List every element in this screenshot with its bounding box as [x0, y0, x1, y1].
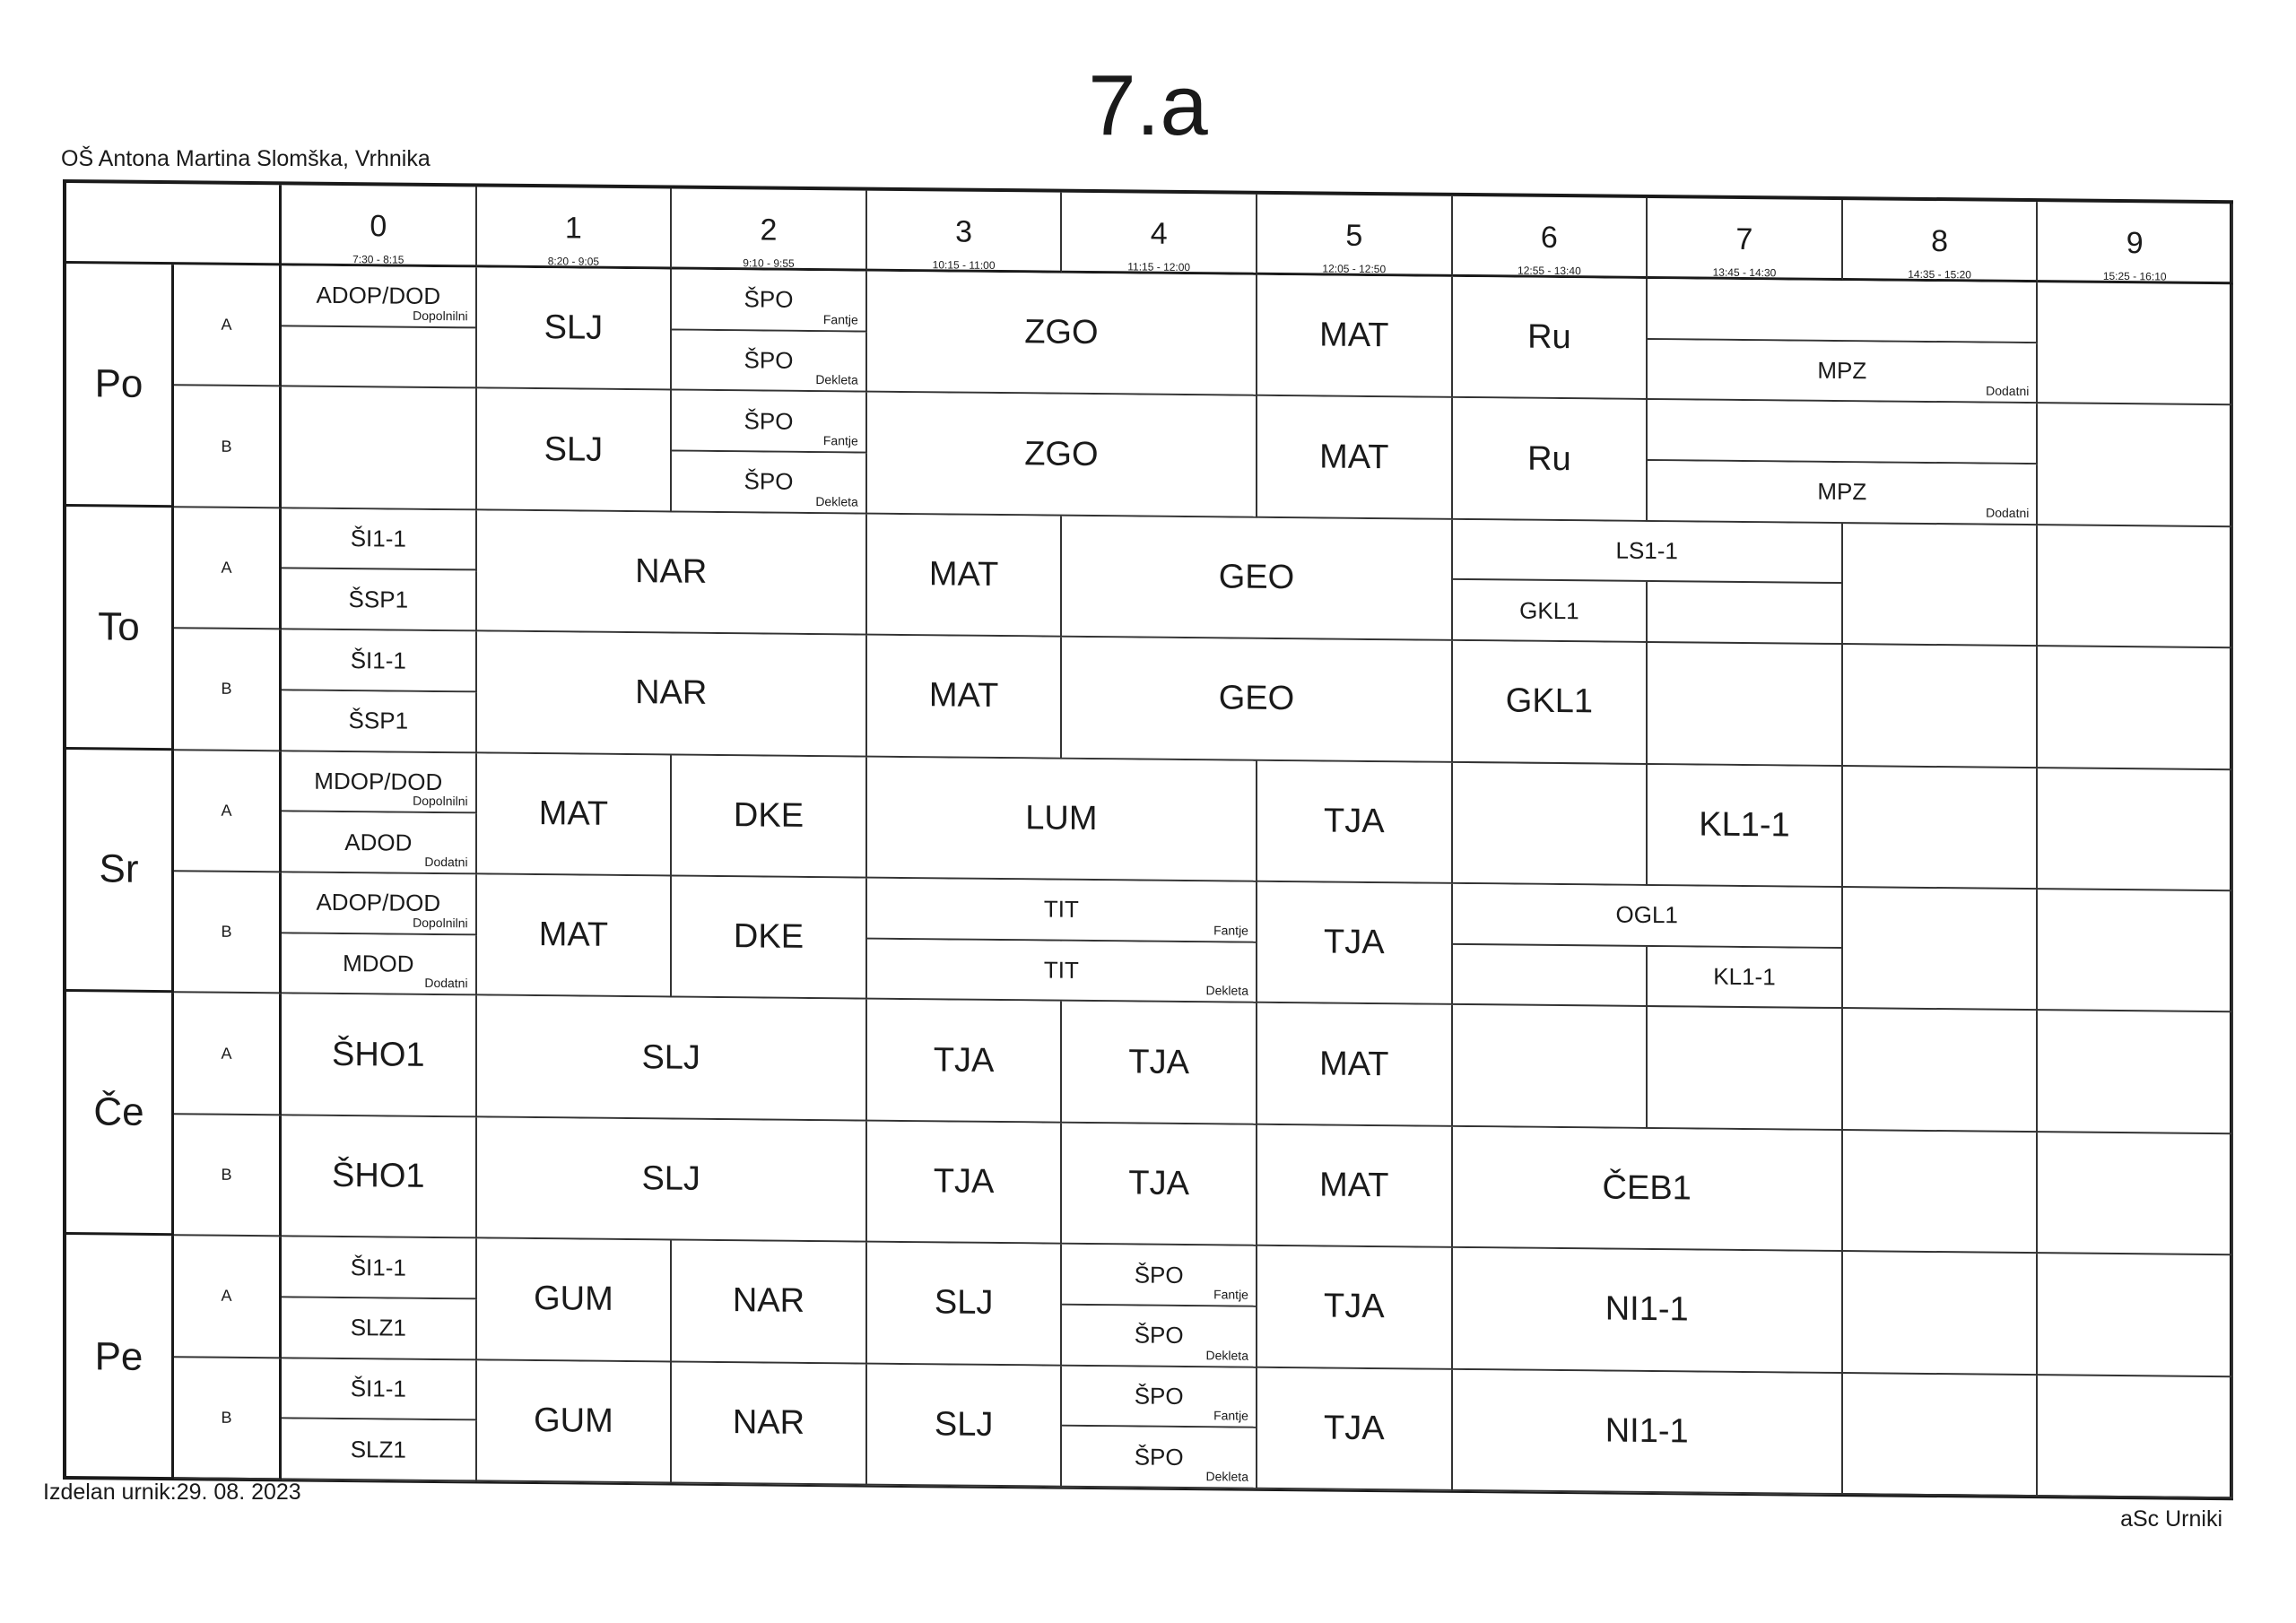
lesson-cell[interactable]: [1453, 580, 1648, 643]
lesson-cell[interactable]: [672, 270, 867, 333]
lesson-cell[interactable]: [672, 1362, 867, 1485]
lesson-subject: ŠI1-1: [350, 1253, 406, 1281]
empty-slot: [1648, 1007, 1843, 1130]
lesson-cell[interactable]: [1062, 1427, 1257, 1489]
lesson-note: Dekleta: [1205, 1347, 1248, 1363]
lesson-subject: NAR: [635, 552, 708, 591]
lesson-subject: GEO: [1218, 679, 1295, 718]
period-header-9: [2038, 202, 2233, 284]
week-label: B: [174, 1115, 282, 1237]
period-number: 8: [1931, 223, 1949, 259]
period-header-4: [1062, 193, 1257, 275]
lesson-subject: MAT: [1319, 1045, 1389, 1083]
empty-slot: [1843, 645, 2039, 768]
lesson-subject: ŠHO1: [332, 1035, 425, 1074]
lesson-subject: SLZ1: [350, 1435, 406, 1463]
lesson-cell[interactable]: [867, 939, 1257, 1003]
lesson-subject: KL1-1: [1713, 962, 1776, 991]
lesson-cell[interactable]: [1648, 461, 2038, 525]
lesson-cell[interactable]: [282, 751, 477, 814]
empty-slot: [1453, 1005, 1648, 1128]
lesson-cell[interactable]: [1453, 398, 1648, 521]
lesson-subject: ŠI1-1: [350, 646, 406, 674]
lesson-note: Fantje: [1213, 1287, 1248, 1302]
lesson-cell[interactable]: [867, 393, 1257, 518]
lesson-subject: GKL1: [1519, 596, 1579, 625]
lesson-subject: NAR: [635, 673, 708, 713]
week-label: A: [174, 994, 282, 1116]
lesson-cell[interactable]: [282, 1115, 477, 1238]
lesson-subject: GEO: [1218, 558, 1295, 597]
lesson-subject: SLJ: [641, 1037, 700, 1077]
lesson-subject: TJA: [1324, 1287, 1385, 1326]
lesson-subject: TJA: [1128, 1042, 1189, 1081]
empty-slot: [1453, 762, 1648, 885]
lesson-subject: SLZ1: [350, 1314, 406, 1341]
empty-slot: [2038, 1254, 2233, 1376]
lesson-note: Fantje: [1213, 1408, 1248, 1423]
week-label: A: [174, 1236, 282, 1358]
lesson-cell[interactable]: [1648, 279, 2038, 343]
lesson-subject: MAT: [1319, 316, 1389, 355]
lesson-subject: DKE: [733, 917, 804, 957]
lesson-subject: GUM: [534, 1280, 613, 1319]
lesson-subject: OGL1: [1615, 900, 1678, 929]
lesson-subject: SLJ: [934, 1283, 994, 1323]
lesson-note: Dekleta: [815, 493, 858, 509]
lesson-cell[interactable]: [1453, 277, 1648, 400]
lesson-subject: ŠI1-1: [350, 525, 406, 552]
lesson-subject: TJA: [1324, 802, 1385, 840]
lesson-note: Dekleta: [1205, 983, 1248, 999]
lesson-note: Dodatni: [1986, 505, 2030, 520]
lesson-subject: MAT: [1319, 1166, 1389, 1205]
lesson-subject: MAT: [1319, 438, 1389, 476]
lesson-note: Dopolnilni: [413, 308, 468, 324]
lesson-subject: TJA: [933, 1162, 995, 1201]
lesson-cell[interactable]: [282, 1419, 477, 1482]
lesson-cell[interactable]: [1648, 400, 2038, 464]
lesson-cell[interactable]: [1257, 1246, 1453, 1369]
lesson-cell[interactable]: [282, 1298, 477, 1360]
lesson-subject: MPZ: [1817, 478, 1867, 506]
lesson-cell[interactable]: [282, 508, 477, 571]
lesson-subject: Ru: [1527, 317, 1571, 357]
empty-slot: [2038, 768, 2233, 891]
lesson-subject: TJA: [933, 1040, 995, 1080]
period-number: 6: [1540, 220, 1558, 256]
empty-slot: [2038, 525, 2233, 648]
lesson-subject: NI1-1: [1605, 1411, 1689, 1451]
empty-slot: [1843, 1252, 2039, 1375]
lesson-note: Dodatni: [424, 976, 468, 991]
lesson-subject: SLJ: [641, 1159, 700, 1198]
lesson-cell[interactable]: [282, 812, 477, 875]
lesson-cell[interactable]: [672, 330, 867, 393]
lesson-subject: MDOD: [343, 950, 414, 977]
lesson-cell[interactable]: [282, 1237, 477, 1300]
lesson-subject: ŠPO: [1134, 1382, 1184, 1410]
day-label-2: Sr: [66, 750, 174, 994]
lesson-cell[interactable]: [1062, 638, 1452, 763]
period-time: 14:35 - 15:20: [1908, 267, 1971, 282]
lesson-cell[interactable]: [1257, 1003, 1453, 1126]
lesson-subject: TIT: [1043, 956, 1079, 984]
period-time: 7:30 - 8:15: [352, 253, 404, 266]
lesson-cell[interactable]: [672, 452, 867, 515]
lesson-cell[interactable]: [1648, 947, 1843, 1010]
lesson-subject: NAR: [732, 1281, 805, 1321]
week-label: B: [174, 1358, 282, 1480]
lesson-subject: ŠPO: [744, 346, 794, 374]
week-label: A: [174, 751, 282, 873]
lesson-cell[interactable]: [1257, 1125, 1453, 1248]
lesson-subject: GUM: [534, 1401, 613, 1440]
lesson-subject: NI1-1: [1605, 1289, 1689, 1329]
period-header-2: [672, 189, 867, 272]
period-number: 2: [760, 213, 778, 247]
brand-footer: aSc Urniki: [2120, 1506, 2222, 1532]
period-time: 8:20 - 9:05: [547, 255, 600, 268]
lesson-cell[interactable]: [867, 757, 1257, 882]
lesson-subject: ŠPO: [1134, 1261, 1184, 1289]
lesson-subject: ŠPO: [1134, 1443, 1184, 1471]
lesson-subject: MDOP/DOD: [314, 767, 443, 796]
period-number: 9: [2126, 226, 2144, 261]
lesson-subject: ADOP/DOD: [316, 282, 441, 310]
period-header-8: [1843, 200, 2039, 282]
lesson-subject: ŠSP1: [348, 585, 409, 613]
lesson-cell[interactable]: [1062, 1245, 1257, 1307]
lesson-subject: MPZ: [1817, 356, 1867, 385]
lesson-cell[interactable]: [1453, 641, 1648, 764]
lesson-subject: Ru: [1527, 439, 1571, 478]
lesson-note: Dopolnilni: [413, 915, 468, 931]
week-label: A: [174, 265, 282, 387]
empty-slot: [2038, 890, 2233, 1012]
lesson-subject: ZGO: [1024, 313, 1099, 352]
lesson-subject: ŠSP1: [348, 707, 409, 734]
lesson-subject: TJA: [1324, 1409, 1385, 1447]
week-label: A: [174, 508, 282, 630]
lesson-subject: ŠHO1: [332, 1156, 425, 1195]
lesson-cell[interactable]: [477, 389, 673, 512]
lesson-cell[interactable]: [282, 933, 477, 996]
lesson-cell[interactable]: [1453, 1369, 1843, 1495]
lesson-cell[interactable]: [1453, 1248, 1843, 1374]
lesson-subject: TIT: [1043, 895, 1079, 924]
period-number: 0: [370, 209, 387, 244]
lesson-cell[interactable]: [672, 1241, 867, 1364]
empty-slot: [2038, 1133, 2233, 1255]
lesson-cell[interactable]: [477, 267, 673, 390]
lesson-subject: TJA: [1128, 1164, 1189, 1203]
created-date: Izdelan urnik:29. 08. 2023: [43, 1480, 301, 1505]
lesson-subject: MAT: [538, 794, 609, 833]
lesson-cell[interactable]: [477, 874, 673, 997]
lesson-cell[interactable]: [867, 1243, 1063, 1366]
period-header-3: [867, 191, 1063, 273]
lesson-cell[interactable]: [282, 1358, 477, 1421]
lesson-subject: SLJ: [544, 308, 604, 347]
week-label: B: [174, 386, 282, 509]
period-time: 11:15 - 12:00: [1127, 260, 1191, 274]
week-label: B: [174, 872, 282, 994]
lesson-subject: MAT: [538, 916, 609, 955]
lesson-cell[interactable]: [477, 996, 867, 1122]
period-number: 3: [955, 214, 973, 249]
lesson-cell[interactable]: [867, 514, 1063, 637]
lesson-cell[interactable]: [1453, 520, 1843, 585]
corner-cell: [66, 183, 282, 265]
empty-slot: [2038, 1011, 2233, 1134]
lesson-cell[interactable]: [477, 1360, 673, 1483]
period-header-7: [1648, 198, 1843, 281]
period-time: 10:15 - 11:00: [932, 258, 996, 272]
lesson-subject: DKE: [733, 795, 804, 835]
lesson-cell[interactable]: [672, 877, 867, 1000]
lesson-subject: ŠPO: [744, 467, 794, 496]
lesson-cell[interactable]: [1062, 1123, 1257, 1245]
lesson-subject: ŠPO: [1134, 1321, 1184, 1350]
lesson-subject: GKL1: [1505, 681, 1593, 721]
lesson-cell[interactable]: [867, 636, 1063, 759]
lesson-cell[interactable]: [1453, 884, 1843, 949]
lesson-cell[interactable]: [282, 630, 477, 693]
empty-slot: [1843, 1009, 2039, 1132]
lesson-cell[interactable]: [867, 272, 1257, 397]
lesson-cell[interactable]: [282, 569, 477, 632]
lesson-cell[interactable]: [867, 879, 1257, 943]
empty-slot: [1843, 767, 2039, 890]
lesson-subject: ŠPO: [744, 407, 794, 435]
period-time: 13:45 - 14:30: [1712, 265, 1777, 280]
lesson-subject: NAR: [732, 1402, 805, 1442]
lesson-subject: MAT: [928, 676, 999, 716]
period-number: 1: [564, 211, 582, 246]
empty-slot: [1843, 1131, 2039, 1254]
period-number: 5: [1345, 218, 1363, 253]
lesson-cell[interactable]: [867, 1121, 1063, 1244]
period-header-0: [282, 185, 477, 267]
lesson-cell[interactable]: [477, 632, 867, 758]
lesson-cell[interactable]: [1257, 1367, 1453, 1490]
lesson-cell[interactable]: [477, 510, 867, 636]
lesson-subject: SLJ: [934, 1405, 994, 1444]
period-time: 15:25 - 16:10: [2102, 269, 2167, 283]
empty-slot: [2038, 282, 2233, 405]
lesson-subject: ŠI1-1: [350, 1375, 406, 1402]
lesson-cell[interactable]: [1257, 882, 1453, 1005]
period-time: 12:55 - 13:40: [1518, 264, 1581, 278]
lesson-cell[interactable]: [477, 1239, 673, 1362]
lesson-cell[interactable]: [282, 872, 477, 935]
lesson-cell[interactable]: [1648, 765, 1843, 888]
lesson-cell[interactable]: [282, 690, 477, 753]
lesson-note: Fantje: [1213, 923, 1248, 938]
empty-slot: [2038, 647, 2233, 769]
period-header-6: [1453, 196, 1648, 279]
lesson-cell[interactable]: [282, 994, 477, 1117]
lesson-subject: SLJ: [544, 430, 604, 469]
lesson-subject: LS1-1: [1615, 536, 1678, 565]
lesson-cell[interactable]: [1257, 396, 1453, 519]
school-name: OŠ Antona Martina Slomška, Vrhnika: [61, 146, 430, 171]
lesson-subject: TJA: [1324, 923, 1385, 962]
lesson-cell[interactable]: [282, 265, 477, 328]
day-label-4: Pe: [66, 1235, 174, 1479]
day-label-3: Če: [66, 992, 174, 1236]
lesson-subject: KL1-1: [1699, 805, 1790, 845]
lesson-cell[interactable]: [1453, 1127, 1843, 1253]
empty-slot: [2038, 404, 2233, 527]
lesson-subject: ČEB1: [1602, 1168, 1692, 1208]
lesson-cell[interactable]: [1648, 340, 2038, 404]
lesson-cell[interactable]: [477, 753, 673, 876]
lesson-note: Dodatni: [1986, 383, 2030, 399]
period-header-5: [1257, 195, 1453, 277]
period-time: 12:05 - 12:50: [1322, 262, 1387, 276]
lesson-subject: ŠPO: [744, 285, 794, 314]
lesson-cell[interactable]: [1062, 1306, 1257, 1368]
lesson-note: Fantje: [822, 433, 858, 448]
lesson-subject: LUM: [1025, 799, 1098, 838]
empty-slot: [2038, 1376, 2233, 1498]
lesson-subject: ADOD: [344, 828, 413, 856]
day-label-1: To: [66, 507, 174, 751]
empty-slot: [282, 387, 477, 510]
lesson-subject: MAT: [928, 555, 999, 594]
lesson-cell[interactable]: [867, 1000, 1063, 1123]
lesson-cell[interactable]: [1062, 516, 1452, 641]
lesson-note: Dopolnilni: [413, 794, 468, 809]
empty-slot: [1843, 888, 2039, 1011]
period-number: 4: [1150, 216, 1168, 251]
day-label-0: Po: [66, 264, 174, 508]
empty-slot: [1843, 524, 2039, 647]
lesson-cell[interactable]: [1062, 1366, 1257, 1428]
lesson-cell[interactable]: [1257, 275, 1453, 398]
lesson-note: Dodatni: [424, 854, 468, 870]
lesson-cell[interactable]: [477, 1117, 867, 1243]
lesson-subject: ADOP/DOD: [316, 889, 441, 917]
lesson-cell[interactable]: [672, 391, 867, 454]
lesson-cell[interactable]: [867, 1364, 1063, 1487]
page-title: 7.a: [1088, 57, 1208, 153]
lesson-cell[interactable]: [1257, 760, 1453, 883]
lesson-cell[interactable]: [672, 755, 867, 878]
empty-slot: [1843, 1374, 2039, 1497]
period-time: 9:10 - 9:55: [743, 256, 795, 270]
lesson-note: Dekleta: [1205, 1469, 1248, 1484]
period-number: 7: [1735, 221, 1753, 257]
lesson-note: Dekleta: [815, 372, 858, 387]
empty-slot: [1648, 643, 1843, 766]
timetable-grid: [63, 179, 2233, 1500]
period-header-1: [477, 187, 673, 269]
lesson-cell[interactable]: [1062, 1002, 1257, 1124]
lesson-subject: ZGO: [1024, 434, 1099, 473]
week-label: B: [174, 629, 282, 751]
lesson-note: Fantje: [822, 311, 858, 327]
